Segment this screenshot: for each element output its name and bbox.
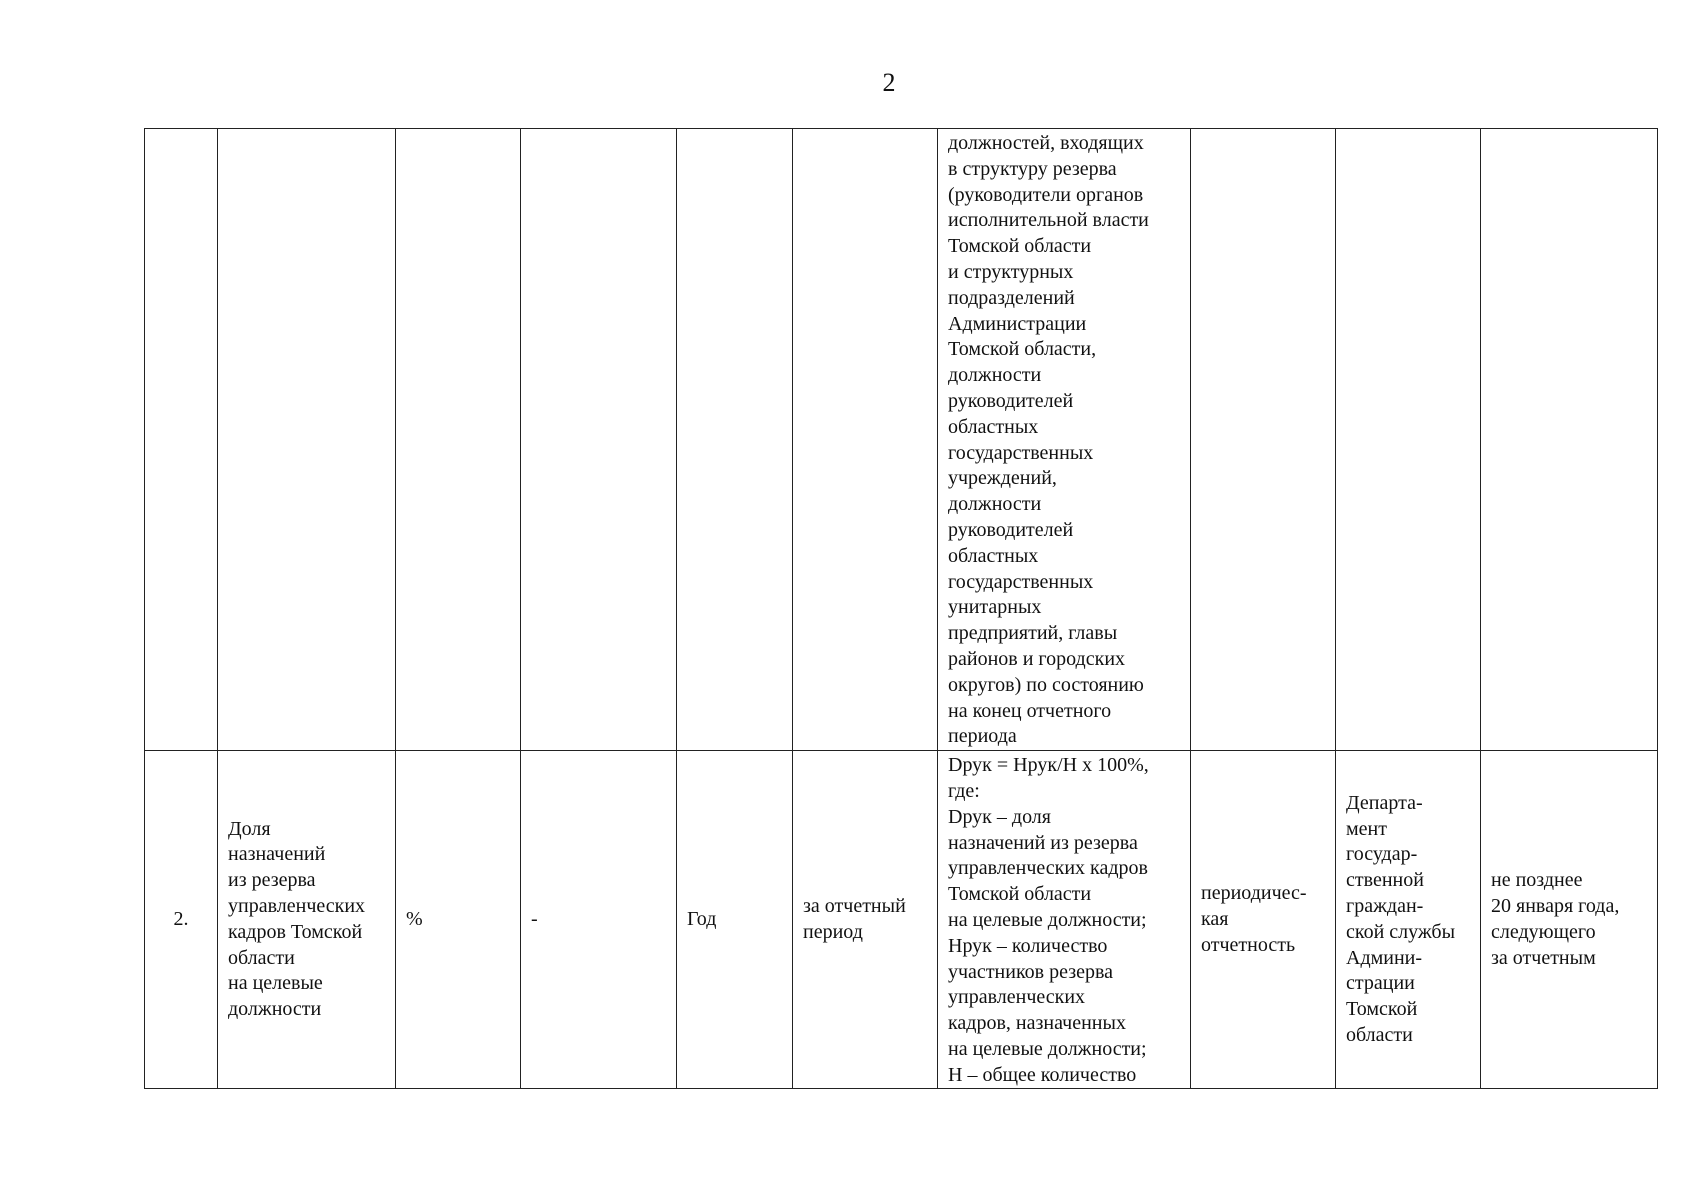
cell-unit: % — [396, 751, 521, 1089]
cell-source: периодичес- кая отчетность — [1191, 751, 1336, 1089]
cell-indicator: Доля назначений из резерва управленческих кадров Томской области на целевые должности — [218, 751, 396, 1089]
cell-number — [145, 129, 218, 751]
cell-formula: должностей, входящих в структуру резерва (руководители органов исполнительной власти Томской области и структурных подразделений Администрации Томской области, должности руководителей областных государственных учреждений, должности руководителей областных государственных унитарных предприятий, главы районов и городских округов) по состоянию на конец отчетного периода — [938, 129, 1191, 751]
cell-responsible: Департа- мент государ- ственной граждан- ской службы Админи- страции Томской области — [1336, 751, 1481, 1089]
cell-unit — [396, 129, 521, 751]
cell-period — [793, 129, 938, 751]
cell-period: за отчетный период — [793, 751, 938, 1089]
page-number: 2 — [882, 68, 896, 97]
cell-direction: - — [521, 751, 677, 1089]
cell-number: 2. — [145, 751, 218, 1089]
table-row — [145, 751, 1658, 1089]
cell-formula: Dрук = Нрук/Н х 100%, где: Dрук – доля назначений из резерва управленческих кадров Томской области на целевые должности; Нрук – количество участников резерва управленческих кадров, назначенных на целевые должности; Н – общее количество — [938, 751, 1191, 1089]
cell-source — [1191, 129, 1336, 751]
cell-periodicity — [677, 129, 793, 751]
cell-deadline — [1481, 129, 1658, 751]
cell-periodicity: Год — [677, 751, 793, 1089]
cell-direction — [521, 129, 677, 751]
cell-responsible — [1336, 129, 1481, 751]
table-row — [145, 129, 1658, 751]
indicators-table — [144, 128, 1658, 1089]
cell-deadline: не позднее 20 января года, следующего за отчетным — [1481, 751, 1658, 1089]
cell-indicator — [218, 129, 396, 751]
